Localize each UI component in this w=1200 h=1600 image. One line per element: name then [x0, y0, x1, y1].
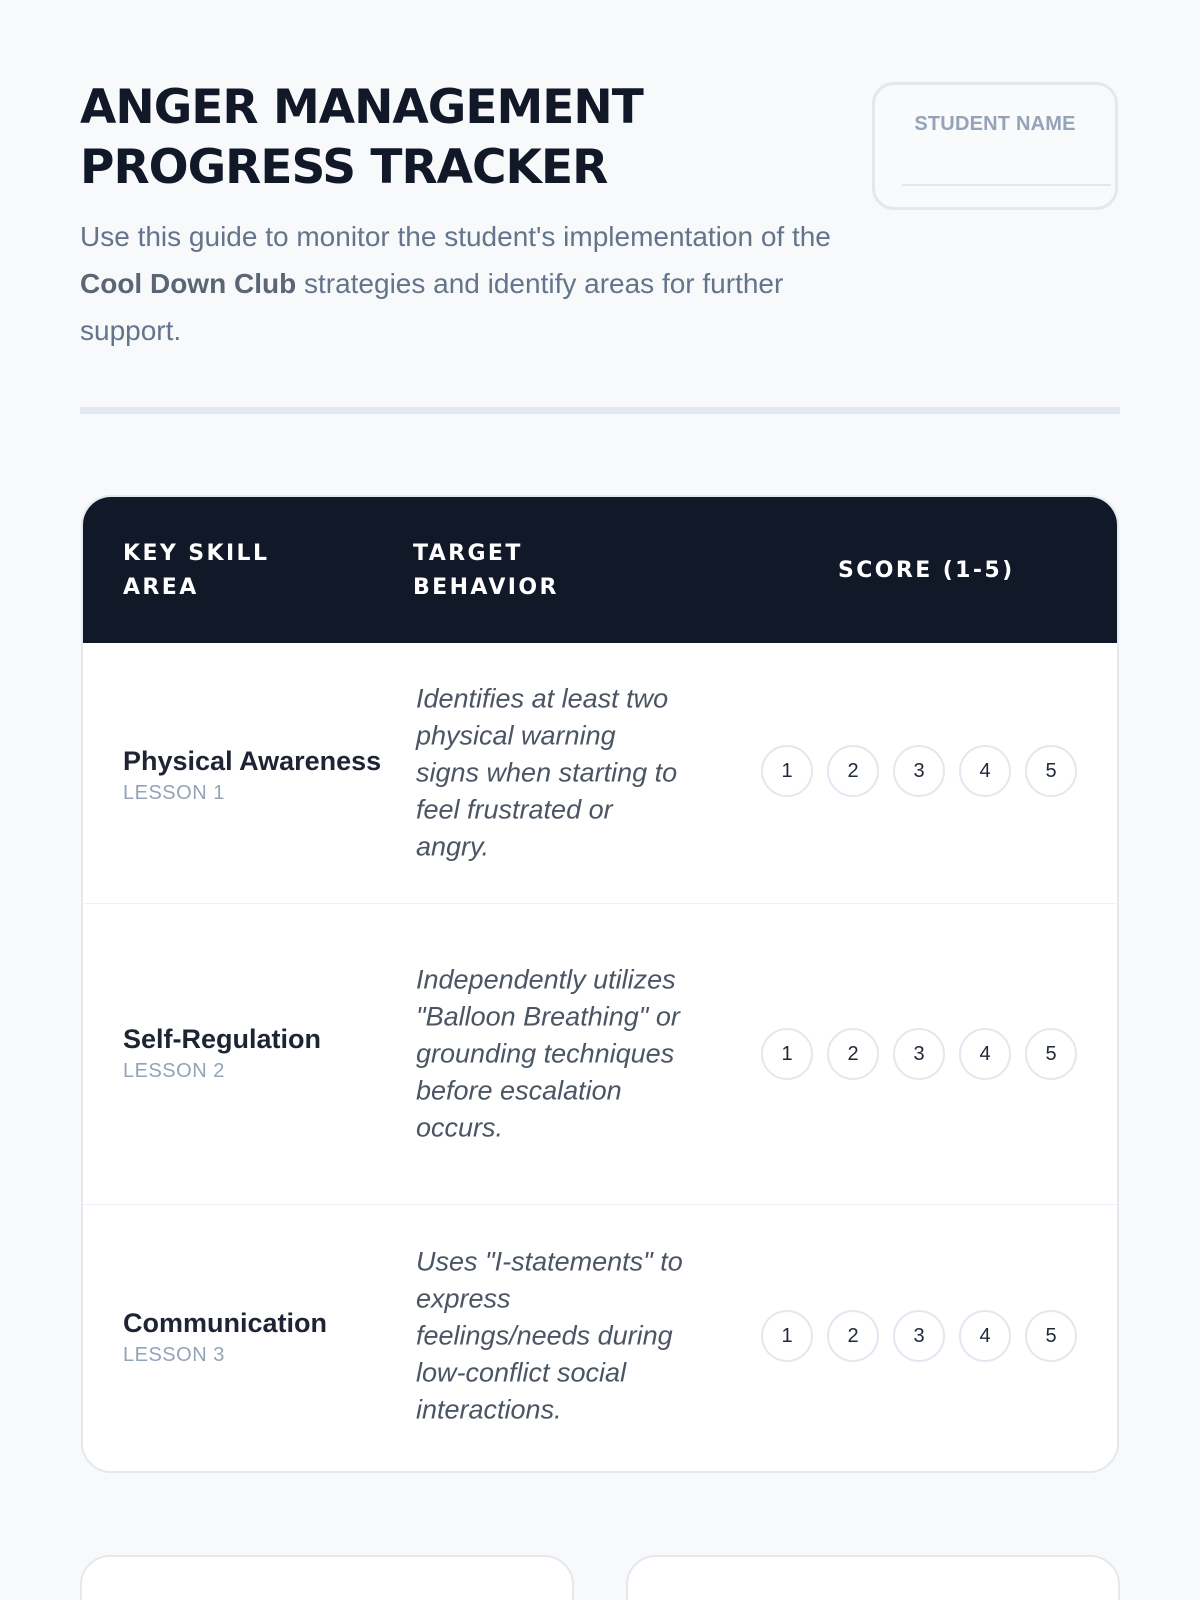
- page-title-line-1: ANGER MANAGEMENT: [80, 80, 643, 135]
- lesson-label: LESSON 2: [123, 1060, 225, 1082]
- score-option-5[interactable]: 5: [1025, 1028, 1077, 1080]
- score-option-1[interactable]: 1: [761, 1310, 813, 1362]
- score-option-3[interactable]: 3: [893, 745, 945, 797]
- skill-cell: [123, 741, 383, 805]
- score-option-3[interactable]: 3: [893, 1310, 945, 1362]
- skill-name: Self-Regulation: [123, 1024, 322, 1054]
- page-title: [80, 78, 840, 198]
- target-behavior: Uses "I-statements" to express feelings/needs during low-conflict social interactions.: [416, 1246, 683, 1425]
- table-row: [83, 643, 1117, 903]
- score-options: [761, 1028, 1077, 1080]
- target-behavior: Independently utilizes "Balloon Breathing" or grounding techniques before escalation occurs.: [416, 964, 680, 1143]
- intro-text: [80, 213, 880, 354]
- intro-text-end: strategies and identify areas for further support.: [80, 268, 784, 346]
- score-option-5[interactable]: 5: [1025, 745, 1077, 797]
- skill-cell: [123, 1019, 383, 1083]
- score-option-2[interactable]: 2: [827, 745, 879, 797]
- score-options: [761, 1310, 1077, 1362]
- score-option-2[interactable]: 2: [827, 1310, 879, 1362]
- column-header-target-behavior: TARGET BEHAVIOR: [413, 541, 559, 600]
- column-header-score: SCORE (1-5): [838, 558, 1015, 583]
- lesson-label: LESSON 3: [123, 1344, 225, 1366]
- notes-card-right: [626, 1555, 1120, 1600]
- score-option-4[interactable]: 4: [959, 1028, 1011, 1080]
- score-option-1[interactable]: 1: [761, 745, 813, 797]
- page-title-line-2: PROGRESS TRACKER: [80, 140, 608, 195]
- skills-table: [81, 495, 1119, 1473]
- score-options: [761, 745, 1077, 797]
- student-name-field[interactable]: [902, 184, 1111, 186]
- target-behavior: Identifies at least two physical warning signs when starting to feel frustrated or angry.: [416, 683, 678, 862]
- score-option-3[interactable]: 3: [893, 1028, 945, 1080]
- header-divider: [80, 407, 1120, 414]
- skill-cell: [123, 1303, 383, 1367]
- table-header: [83, 497, 1117, 643]
- skill-name: Communication: [123, 1308, 328, 1338]
- score-option-1[interactable]: 1: [761, 1028, 813, 1080]
- score-option-4[interactable]: 4: [959, 745, 1011, 797]
- program-name: Cool Down Club: [80, 268, 297, 299]
- intro-text-start: Use this guide to monitor the student's implementation of the: [80, 221, 831, 252]
- notes-card-left: [80, 1555, 574, 1600]
- table-row: [83, 903, 1117, 1204]
- skill-name: Physical Awareness: [123, 746, 382, 776]
- score-option-2[interactable]: 2: [827, 1028, 879, 1080]
- score-option-4[interactable]: 4: [959, 1310, 1011, 1362]
- student-name-label: STUDENT NAME: [914, 113, 1076, 135]
- table-row: [83, 1204, 1117, 1473]
- column-header-key-skill-area: KEY SKILL AREA: [123, 541, 270, 600]
- lesson-label: LESSON 1: [123, 782, 225, 804]
- student-name-card: [872, 82, 1118, 210]
- score-option-5[interactable]: 5: [1025, 1310, 1077, 1362]
